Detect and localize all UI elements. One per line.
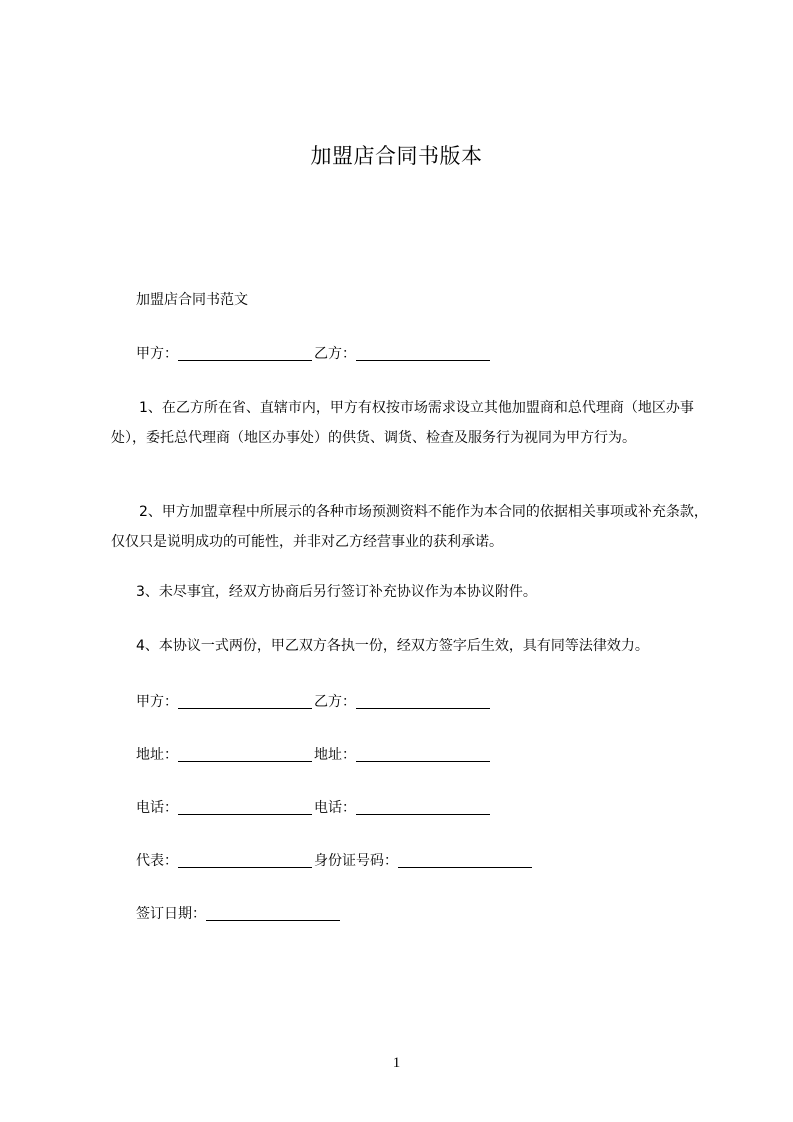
representative-label: 代表： [136,853,178,869]
representative-row [136,851,534,871]
party-b-blank [356,346,490,361]
phone-row [136,798,492,818]
signature-party-b-label: 乙方： [314,694,356,710]
party-a-blank [178,346,312,361]
sign-date-blank [206,906,340,921]
party-a-label: 甲方： [136,346,178,362]
address-row [136,745,492,765]
sign-date-row [136,904,342,924]
page-number: 1 [392,1055,401,1071]
clause-1: 1、在乙方所在省、直辖市内，甲方有权按市场需求设立其他加盟商和总代理商（地区办事处），委托总代理商（地区办事处）的供货、调货、检查及服务行为视同为甲方行为。 [111,400,694,446]
address-b-label: 地址： [314,747,356,763]
document-subtitle: 加盟店合同书范文 [136,292,248,308]
parties-row [136,344,492,364]
sign-date-label: 签订日期： [136,906,206,922]
signature-party-a-label: 甲方： [136,694,178,710]
phone-b-label: 电话： [314,800,356,816]
clause-3: 3、未尽事宜，经双方协商后另行签订补充协议作为本协议附件。 [136,584,537,600]
signature-parties-row [136,692,492,712]
clause-2: 2、甲方加盟章程中所展示的各种市场预测资料不能作为本合同的依据相关事项或补充条款，仅仅只是说明成功的可能性，并非对乙方经营事业的获利承诺。 [111,504,708,550]
address-a-blank [178,747,312,762]
signature-party-a-blank [178,694,312,709]
document-title: 加盟店合同书版本 [310,144,483,168]
phone-a-label: 电话： [136,800,178,816]
representative-blank [178,853,312,868]
phone-b-blank [356,800,490,815]
clause-4: 4、本协议一式两份，甲乙双方各执一份，经双方签字后生效，具有同等法律效力。 [136,638,649,654]
address-a-label: 地址： [136,747,178,763]
id-number-label: 身份证号码： [314,853,398,869]
phone-a-blank [178,800,312,815]
id-number-blank [398,853,532,868]
signature-party-b-blank [356,694,490,709]
address-b-blank [356,747,490,762]
party-b-label: 乙方： [314,346,356,362]
